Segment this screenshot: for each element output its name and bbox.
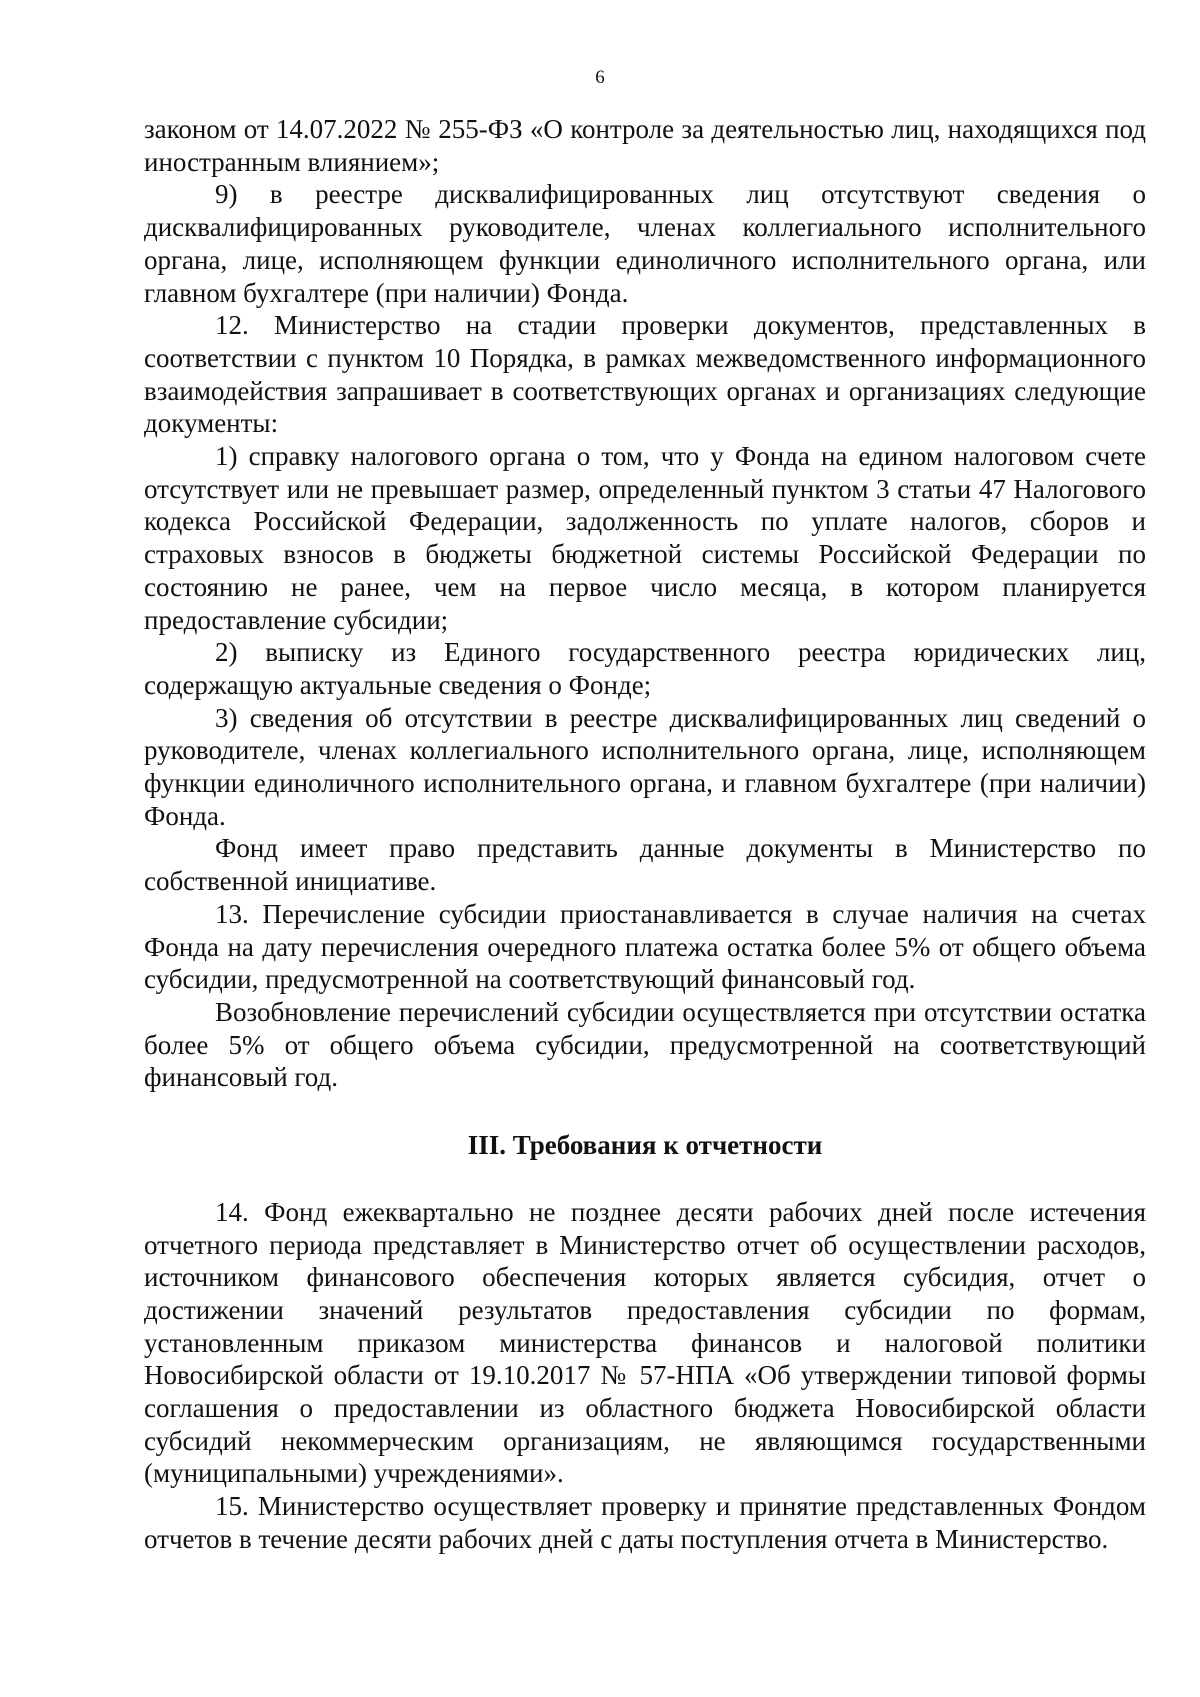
paragraph-item-9: 9) в реестре дисквалифицированных лиц отсутствуют сведения о дисквалифицированных руководителе, членах коллегиального исполнительного органа, лице, исполняющем функции единоличного исполнительного органа, или главном бухгалтере (при наличии) Фонда. <box>144 179 1146 308</box>
paragraph-clause-13: 13. Перечисление субсидии приостанавливается в случае наличия на счетах Фонда на дату перечисления очередного платежа остатка более 5% от общего объема субсидии, предусмотренной на соответствующий финансовый год. <box>144 898 1146 995</box>
paragraph-continuation: законом от 14.07.2022 № 255-ФЗ «О контроле за деятельностью лиц, находящихся под иностранным влиянием»; <box>144 114 1146 177</box>
section-heading: III. Требования к отчетности <box>467 1130 823 1161</box>
paragraph-item-2: 2) выписку из Единого государственного реестра юридических лиц, содержащую актуальные сведения о Фонде; <box>144 637 1146 700</box>
paragraph-clause-15: 15. Министерство осуществляет проверку и принятие представленных Фондом отчетов в течение десяти рабочих дней с даты поступления отчета в Министерство. <box>144 1491 1146 1554</box>
paragraph-resumption: Возобновление перечислений субсидии осуществляется при отсутствии остатка более 5% от общего объема субсидии, предусмотренной на соответствующий финансовый год. <box>144 996 1146 1093</box>
paragraph-item-3: 3) сведения об отсутствии в реестре дисквалифицированных лиц сведений о руководителе, членах коллегиального исполнительного органа, лице, исполняющем функции единоличного исполнительного органа, и главном бухгалтере (при наличии) Фонда. <box>144 702 1146 831</box>
paragraph-item-1: 1) справку налогового органа о том, что у Фонда на едином налоговом счете отсутствует или не превышает размер, определенный пунктом 3 статьи 47 Налогового кодекса Российской Федерации, задолженность по уплате налогов, сборов и страховых взносов в бюджеты бюджетной системы Российской Федерации по состоянию не ранее, чем на первое число месяца, в котором планируется предоставление субсидии; <box>144 441 1146 635</box>
page-number: 6 <box>595 67 605 88</box>
document-body <box>144 113 1146 1556</box>
paragraph-fund-right: Фонд имеет право представить данные документы в Министерство по собственной инициативе. <box>144 833 1146 897</box>
paragraph-clause-14: 14. Фонд ежеквартально не позднее десяти рабочих дней после истечения отчетного периода представляет в Министерство отчет об осуществлении расходов, источником финансового обеспечения которых является субсидия, отчет о достижении значений результатов предоставления субсидии по формам, установленным приказом министерства финансов и налоговой политики Новосибирской области от 19.10.2017 № 57-НПА «Об утверждении типовой формы соглашения о предоставлении из областного бюджета Новосибирской области субсидий некоммерческим организациям, не являющимся государственными (муниципальными) учреждениями». <box>144 1196 1146 1489</box>
paragraph-clause-12: 12. Министерство на стадии проверки документов, представленных в соответствии с пунктом 10 Порядка, в рамках межведомственного информационного взаимодействия запрашивает в соответствующих органах и организациях следующие документы: <box>144 310 1146 439</box>
